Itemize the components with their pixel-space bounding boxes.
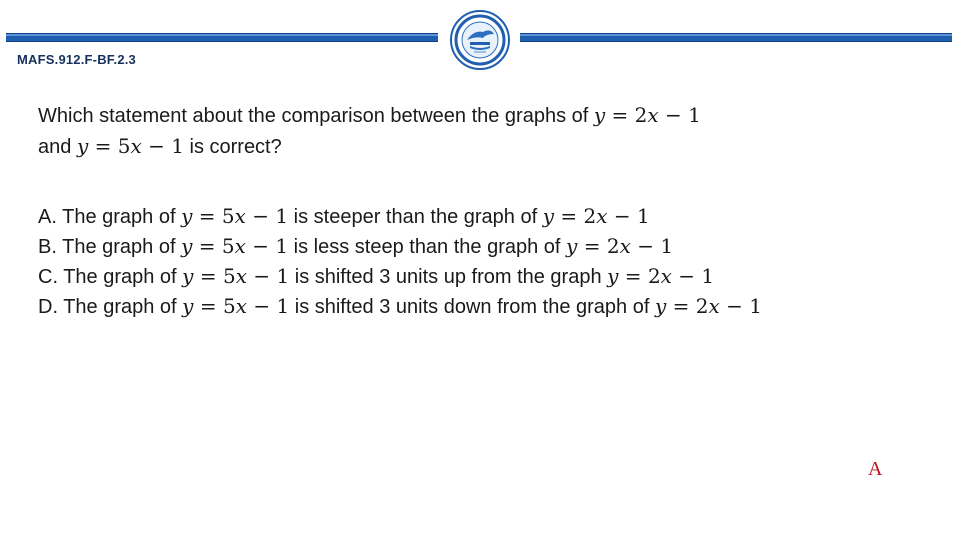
question-equation-1: y = 2x − 1 bbox=[593, 103, 701, 127]
question-line2-suffix: is correct? bbox=[183, 136, 282, 158]
option-c[interactable]: C. The graph of y = 5x − 1 is shifted 3 units up from the graph y = 2x − 1 bbox=[38, 264, 715, 288]
question-equation-2: y = 5x − 1 bbox=[76, 134, 184, 158]
question-line1-text: Which statement about the comparison between the graphs of bbox=[38, 105, 594, 127]
header-rule-right bbox=[520, 33, 952, 42]
option-d[interactable]: D. The graph of y = 5x − 1 is shifted 3 units down from the graph of y = 2x − 1 bbox=[38, 294, 762, 318]
standard-code-label: MAFS.912.F-BF.2.3 bbox=[17, 52, 136, 67]
answer-options-list bbox=[38, 202, 898, 322]
question-line2-text: and bbox=[38, 136, 77, 158]
answer-key-text: A bbox=[868, 458, 883, 480]
school-seal-icon bbox=[450, 10, 510, 70]
header-rule-left bbox=[6, 33, 438, 42]
option-b[interactable]: B. The graph of y = 5x − 1 is less steep than the graph of y = 2x − 1 bbox=[38, 234, 674, 258]
question-text bbox=[38, 100, 838, 162]
option-a[interactable]: A. The graph of y = 5x − 1 is steeper than the graph of y = 2x − 1 bbox=[38, 204, 650, 228]
